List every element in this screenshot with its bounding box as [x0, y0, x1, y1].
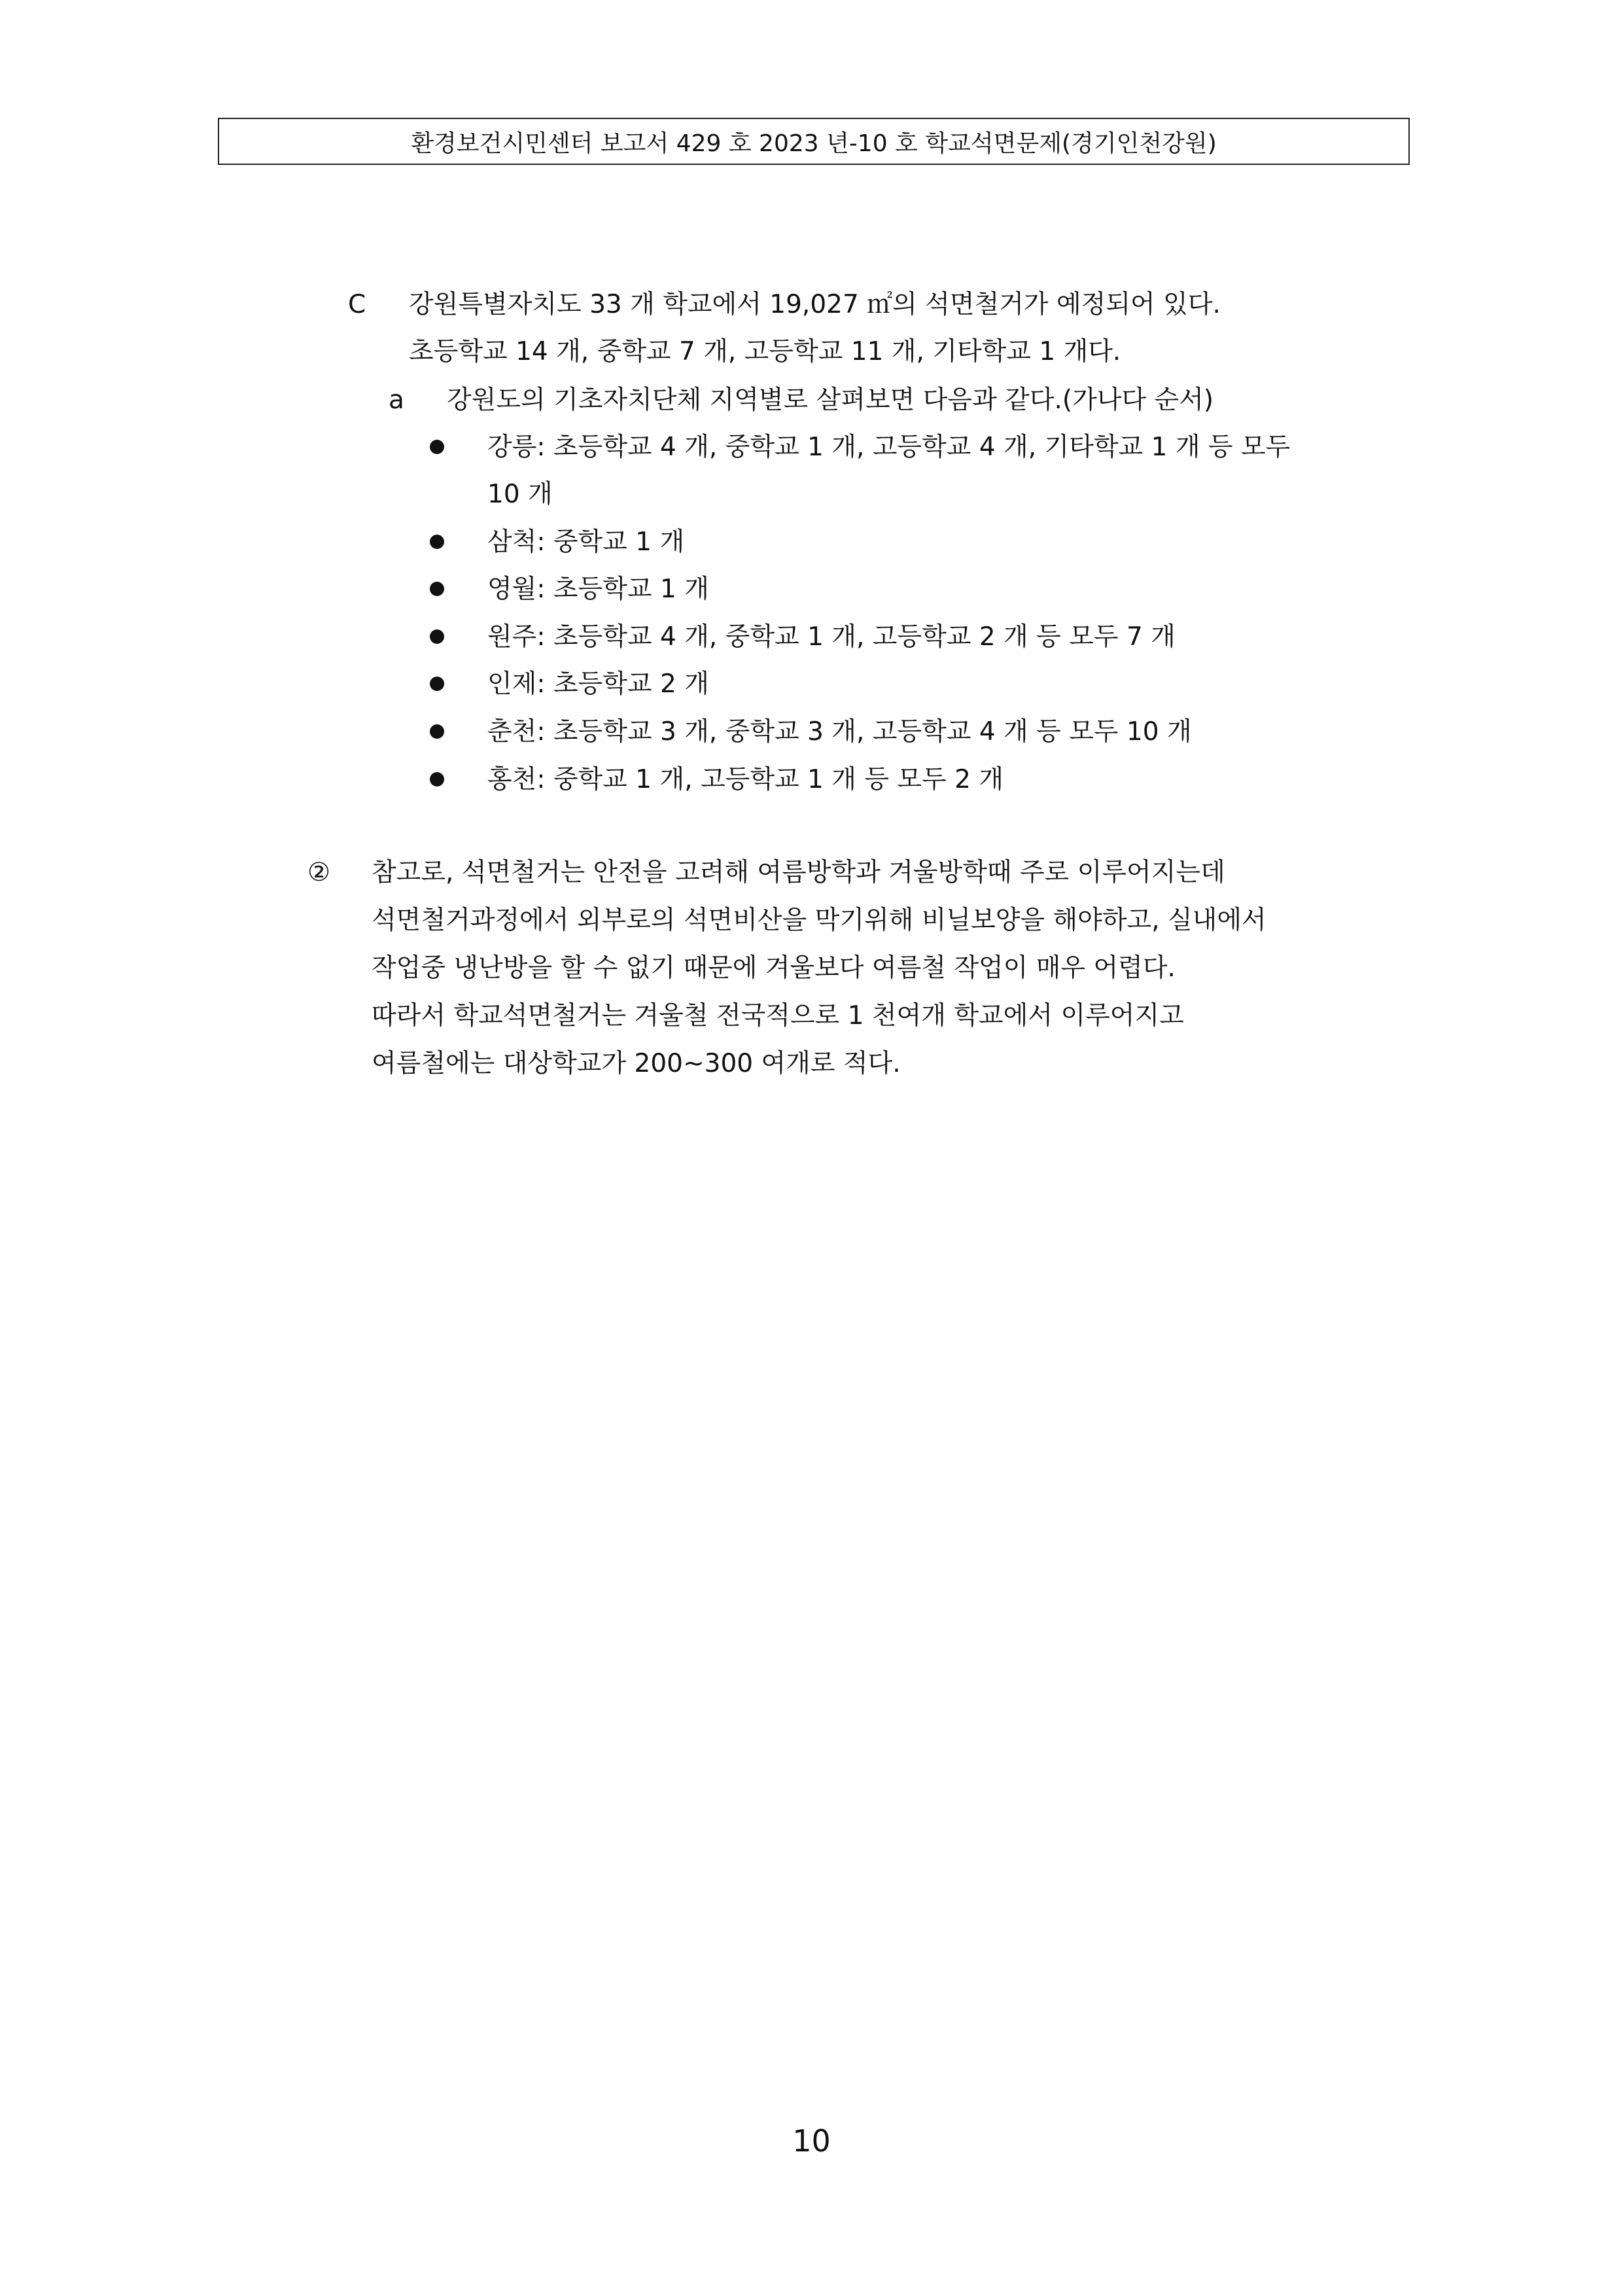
- subsection-a-marker: a: [389, 385, 404, 415]
- bullet-dot: [430, 629, 444, 644]
- note-line-1: 참고로, 석면철거는 안전을 고려해 여름방학과 겨울방학때 주로 이루어지는데: [372, 858, 1225, 887]
- bullet-item-wonju: 원주: 초등학교 4 개, 중학교 1 개, 고등학교 2 개 등 모두 7 개: [487, 622, 1176, 652]
- bullet-item-chuncheon: 춘천: 초등학교 3 개, 중학교 3 개, 고등학교 4 개 등 모두 10 개: [487, 717, 1192, 747]
- report-header: [218, 118, 1410, 165]
- bullet-dot: [430, 772, 444, 786]
- section-c-marker: C: [348, 290, 366, 319]
- note-line-2: 석면철거과정에서 외부로의 석면비산을 막기위해 비닐보양을 해야하고, 실내에서: [372, 906, 1266, 935]
- bullet-item-gangneung: 강릉: 초등학교 4 개, 중학교 1 개, 고등학교 4 개, 기타학교 1 개 등 모두: [487, 433, 1291, 462]
- note-line-5: 여름철에는 대상학교가 200~300 여개로 적다.: [372, 1049, 901, 1078]
- note-marker: ②: [307, 858, 330, 887]
- note-line-4: 따라서 학교석면철거는 겨울철 전국적으로 1 천여개 학교에서 이루어지고: [372, 1001, 1184, 1031]
- section-c-line-1: 강원특별자치도 33 개 학교에서 19,027 ㎡의 석면철거가 예정되어 있다.: [409, 290, 1221, 319]
- bullet-item-yeongwol: 영월: 초등학교 1 개: [487, 574, 709, 604]
- bullet-dot: [430, 677, 444, 691]
- report-header-title: 환경보건시민센터 보고서 429 호 2023 년-10 호 학교석면문제(경기인천강원): [411, 130, 1217, 157]
- bullet-dot: [430, 440, 444, 454]
- bullet-item-samcheok: 삼척: 중학교 1 개: [487, 527, 685, 557]
- note-line-3: 작업중 냉난방을 할 수 없기 때문에 겨울보다 여름철 작업이 매우 어렵다.: [372, 953, 1176, 983]
- subsection-a-text: 강원도의 기초자치단체 지역별로 살펴보면 다음과 같다.(가나다 순서): [447, 385, 1214, 415]
- bullet-item-inje: 인제: 초등학교 2 개: [487, 669, 709, 699]
- bullet-item-hongcheon: 홍천: 중학교 1 개, 고등학교 1 개 등 모두 2 개: [487, 765, 1004, 794]
- page-number: 10: [792, 2123, 831, 2159]
- bullet-dot: [430, 582, 444, 596]
- bullet-item-gangneung-cont: 10 개: [487, 480, 553, 509]
- section-c-line-2: 초등학교 14 개, 중학교 7 개, 고등학교 11 개, 기타학교 1 개다.: [409, 337, 1121, 366]
- bullet-dot: [430, 535, 444, 549]
- bullet-dot: [430, 724, 444, 739]
